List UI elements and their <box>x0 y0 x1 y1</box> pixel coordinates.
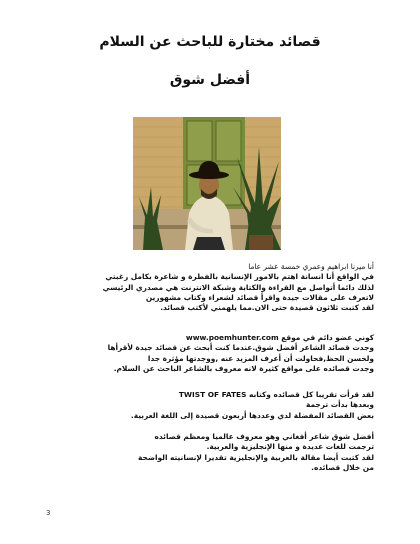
paragraph-4 <box>34 432 374 473</box>
paragraph-2-line: كوني عضو دائم في موقع www.poemhunter.com <box>185 333 374 342</box>
paragraph-4-line: لقد كتبت أيضا مقالة بالعربية والإنجليزية تقديرا لإنسانيته الواضحة <box>138 452 374 462</box>
paragraph-4-line: من خلال قصائده. <box>311 462 374 472</box>
portrait-man-hat-photo-icon <box>133 117 281 250</box>
paragraph-1-line: أنا ميرنا ابراهيم وعمري خمسة عشر عاما <box>248 262 374 271</box>
author-name: أفضل شوق <box>169 72 251 88</box>
paragraph-1-line: لقد كتبت ثلاثون قصيدة حتى الان.مما يلهمني لأكتب قصائد. <box>160 303 374 313</box>
paragraph-3-line: لقد قرأت تقريبا كل قصائده وكتابه TWIST OF FATES <box>178 390 374 399</box>
paragraph-2-line: وجدت قصائده على مواقع كثيرة لانه معروف بالشاعر الباحث عن السلام. <box>113 363 374 373</box>
paragraph-1-line: لذلك دائما أتواصل مع القراءة والكتابة وشبكة الانترنت هي مصدري الرئيسي <box>102 282 374 292</box>
paragraph-2-line: وجدت قصائد الشاعر أفضل شوق.عندما كنت أبحث عن قصائد جيدة لأقرأها <box>107 343 374 353</box>
page-number: 3 <box>46 509 51 517</box>
paragraph-4-line: ترجمت للغات عديدة و منها الإنجليزية والعربية. <box>206 442 374 452</box>
paragraph-1-line: لاتعرف على مقالات جيدة واقرأ قصائد لشعراء وكتاب مشهورين <box>145 292 374 302</box>
paragraph-2 <box>34 333 374 374</box>
paragraph-3-line: بعض القصائد المفضلة لدي وعددها أربعون قصيدة إلى اللغة العربية. <box>130 410 374 420</box>
paragraph-1 <box>34 262 374 313</box>
paragraph-3 <box>34 390 374 421</box>
paragraph-3-line: وبعدها بدأت ترجمة <box>306 400 374 410</box>
author-photo <box>133 117 281 250</box>
paragraph-1-line: في الواقع أنا انسانة اهتم بالامور الإنسانية بالفطرة و شاعرة بكامل رغبتي <box>105 272 374 282</box>
document-title: قصائد مختارة للباحث عن السلام <box>99 34 321 50</box>
paragraph-2-line: ولحسن الحظ,فحاولت أن أعرف المزيد عنه ,ووجدتها مؤثرة جدا <box>147 353 374 363</box>
paragraph-4-line: أفضل شوق شاعر أفغاني وهو معروف عالميا ومعظم قصائده <box>154 432 374 441</box>
